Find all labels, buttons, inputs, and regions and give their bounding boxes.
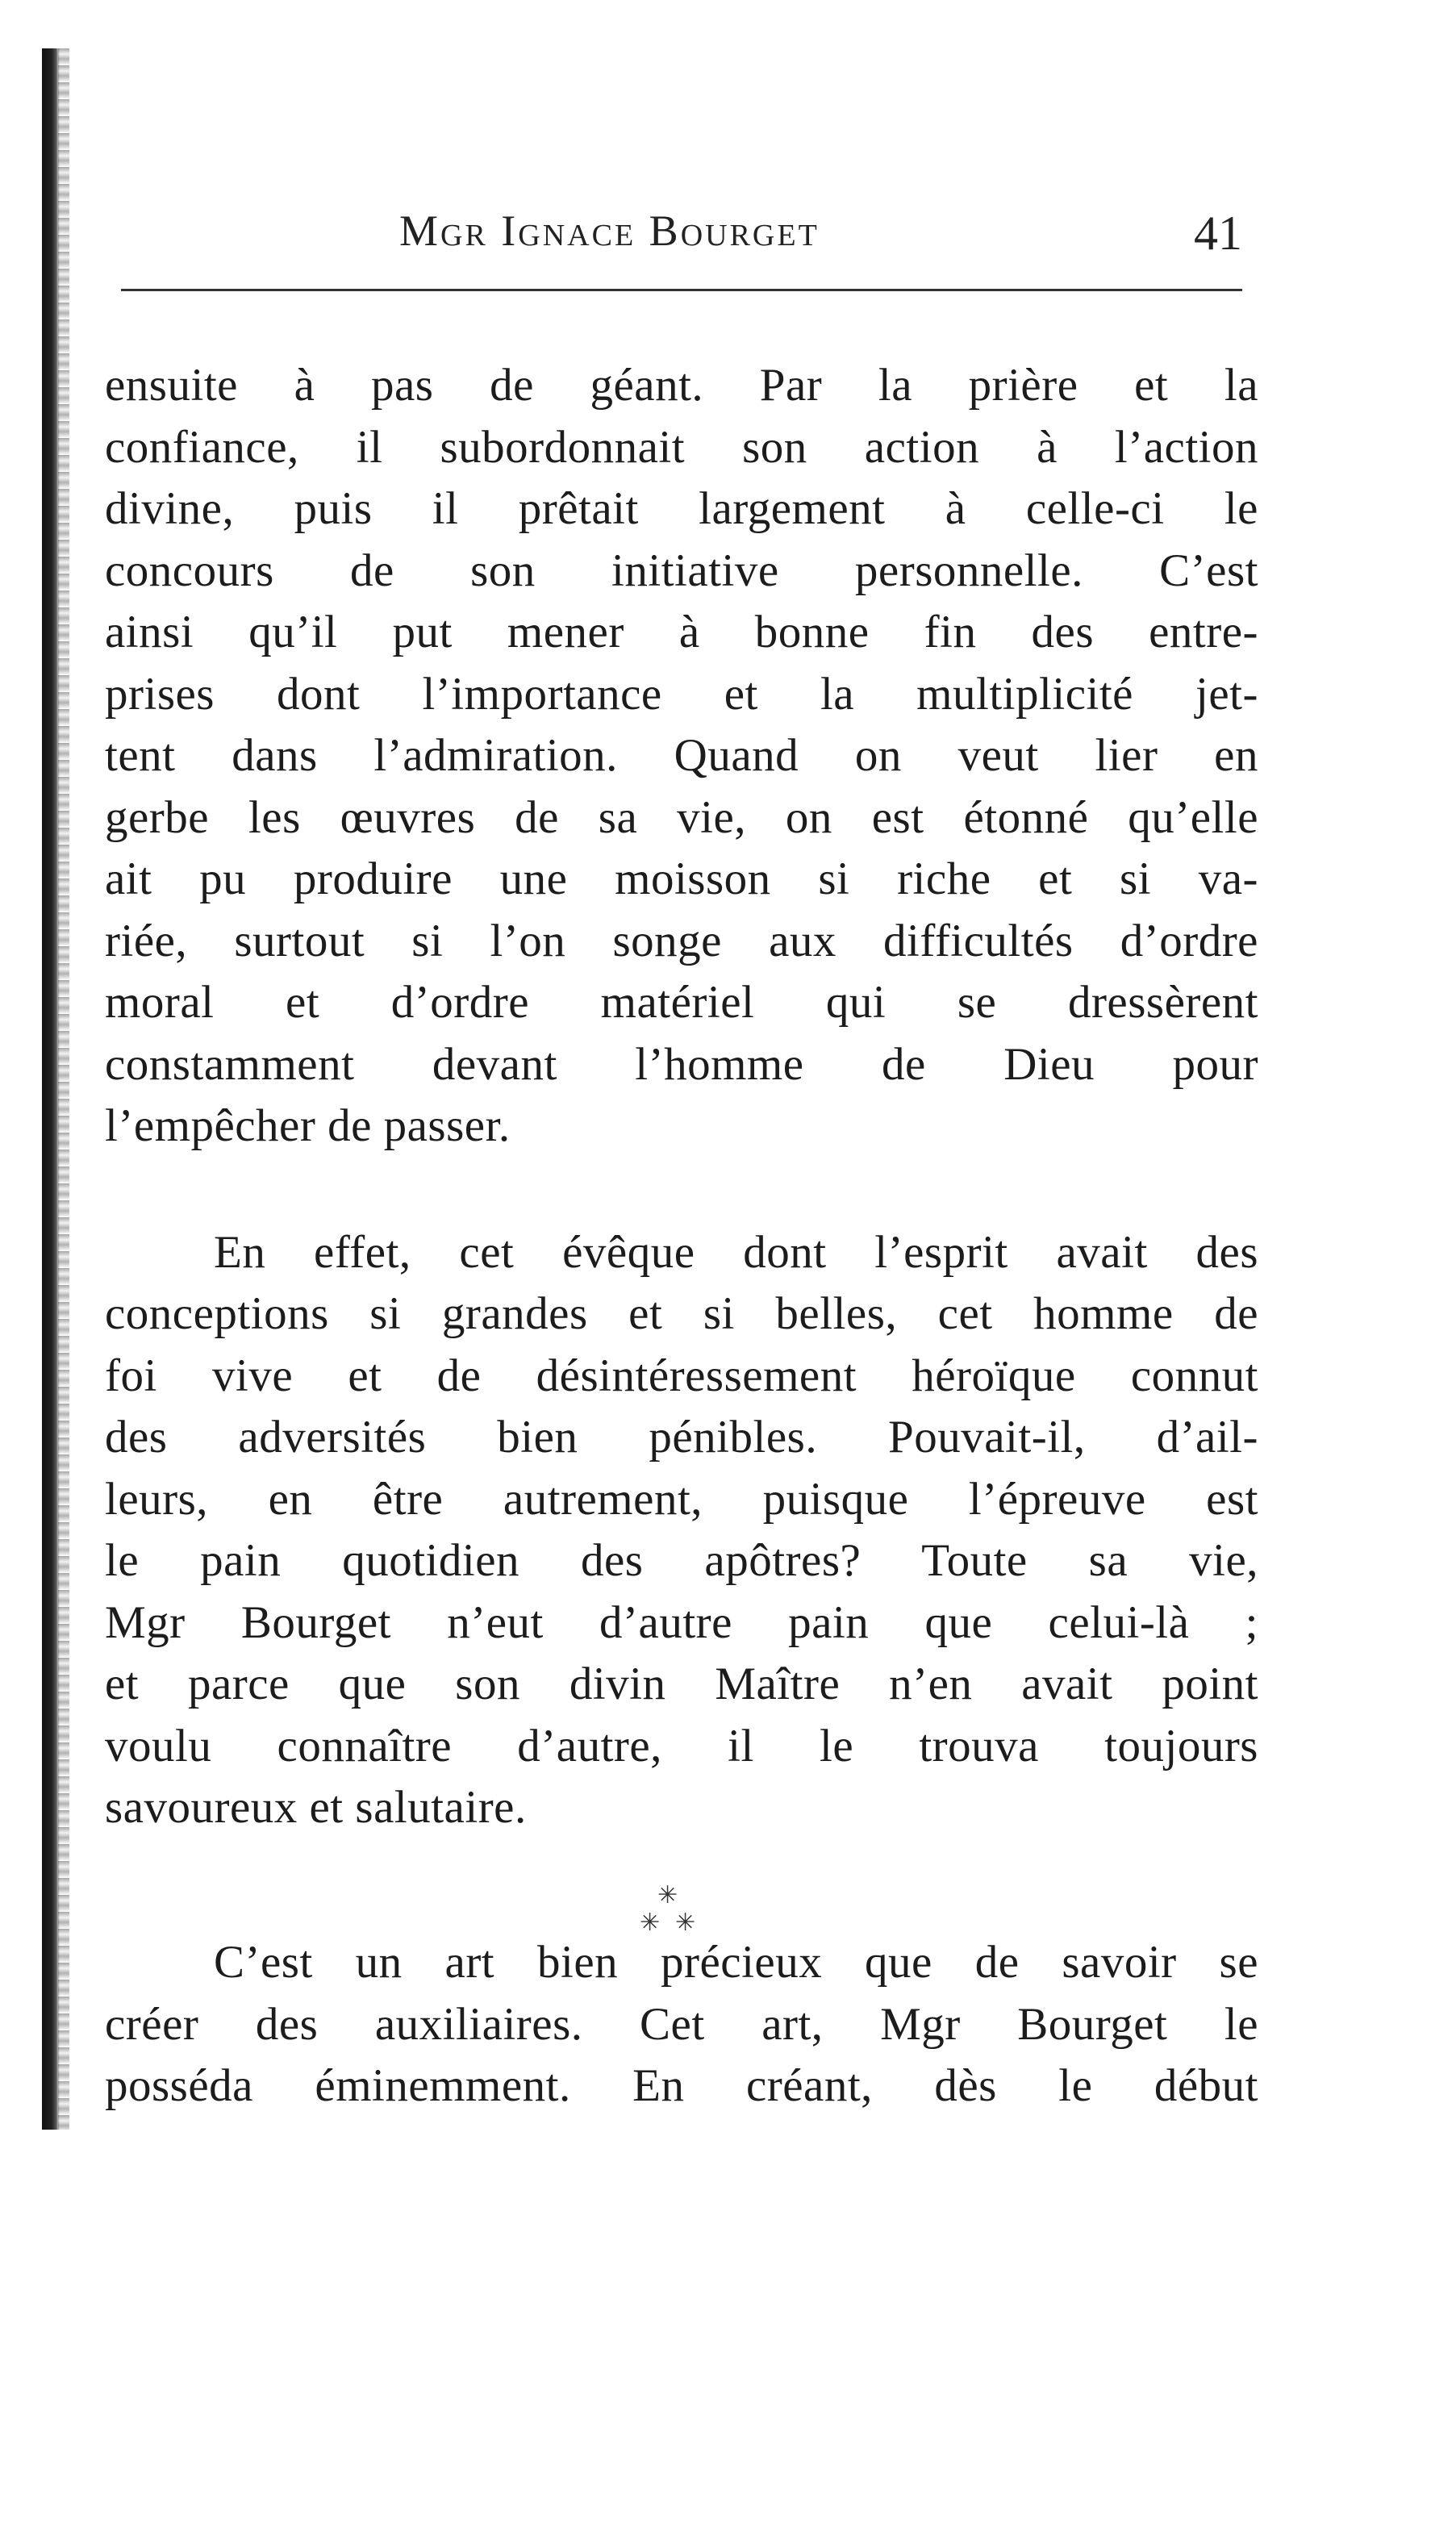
text-line: C’est un art bien précieux que de savoir se — [214, 1937, 1258, 1988]
text-line: tent dans l’admiration. Quand on veut lier en — [105, 730, 1258, 781]
text-line: conceptions si grandes et si belles, cet homme de — [105, 1288, 1258, 1339]
text-line: Mgr Bourget n’eut d’autre pain que celui-là ; — [105, 1596, 1258, 1648]
body-text — [105, 355, 1258, 1988]
text-line: l’empêcher de passer. — [105, 1100, 511, 1151]
text-line: prises dont l’importance et la multiplicité jet- — [105, 668, 1258, 720]
text-line: créer des auxiliaires. Cet art, Mgr Bourget le — [105, 1998, 1258, 2050]
paragraph-1 — [105, 355, 1258, 1158]
page-number: 41 — [1194, 207, 1242, 260]
text-line: voulu connaître d’autre, il le trouva toujours — [105, 1720, 1258, 1771]
header-rule — [121, 289, 1242, 291]
text-line: ainsi qu’il put mener à bonne fin des entre- — [105, 607, 1258, 657]
text-line: des adversités bien pénibles. Pouvait-il, d’ail- — [105, 1412, 1258, 1463]
scan-spine-edge — [42, 48, 60, 2130]
asterisk-top: ✳ — [657, 1880, 678, 1909]
text-line: ensuite à pas de géant. Par la prière et la — [105, 360, 1258, 411]
text-line: divine, puis il prêtait largement à celle-ci le — [105, 483, 1258, 534]
text-line: En effet, cet évêque dont l’esprit avait des — [214, 1226, 1258, 1278]
text-line: ait pu produire une moisson si riche et si va- — [105, 853, 1258, 904]
running-head — [121, 206, 1242, 270]
paragraph-spacer — [105, 1158, 1258, 1222]
text-line: le pain quotidien des apôtres? Toute sa vie, — [105, 1535, 1258, 1586]
text-line: riée, surtout si l’on songe aux difficultés d’ordre — [105, 915, 1258, 966]
paragraph-3 — [105, 1932, 1258, 2118]
text-line: confiance, il subordonnait son action à l’action — [105, 421, 1258, 473]
text-line: moral et d’ordre matériel qui se dressèrent — [105, 977, 1258, 1028]
asterisk-right: ✳ — [675, 1908, 696, 1937]
running-title: Mgr Ignace Bourget — [399, 207, 820, 255]
text-line: et parce que son divin Maître n’en avait point — [105, 1659, 1258, 1709]
paragraph-2 — [105, 1222, 1258, 1839]
text-line: savoureux et salutaire. — [105, 1782, 527, 1833]
text-line: gerbe les œuvres de sa vie, on est étonné qu’elle — [105, 791, 1258, 843]
text-line: concours de son initiative personnelle. C’est — [105, 545, 1258, 596]
asterisk-left: ✳ — [640, 1908, 661, 1937]
text-line: posséda éminemment. En créant, dès le début — [105, 2060, 1258, 2111]
text-line: foi vive et de désintéressement héroïque connut — [105, 1350, 1258, 1401]
text-line: leurs, en être autrement, puisque l’épreuve est — [105, 1473, 1258, 1525]
text-line: constamment devant l’homme de Dieu pour — [105, 1038, 1258, 1090]
